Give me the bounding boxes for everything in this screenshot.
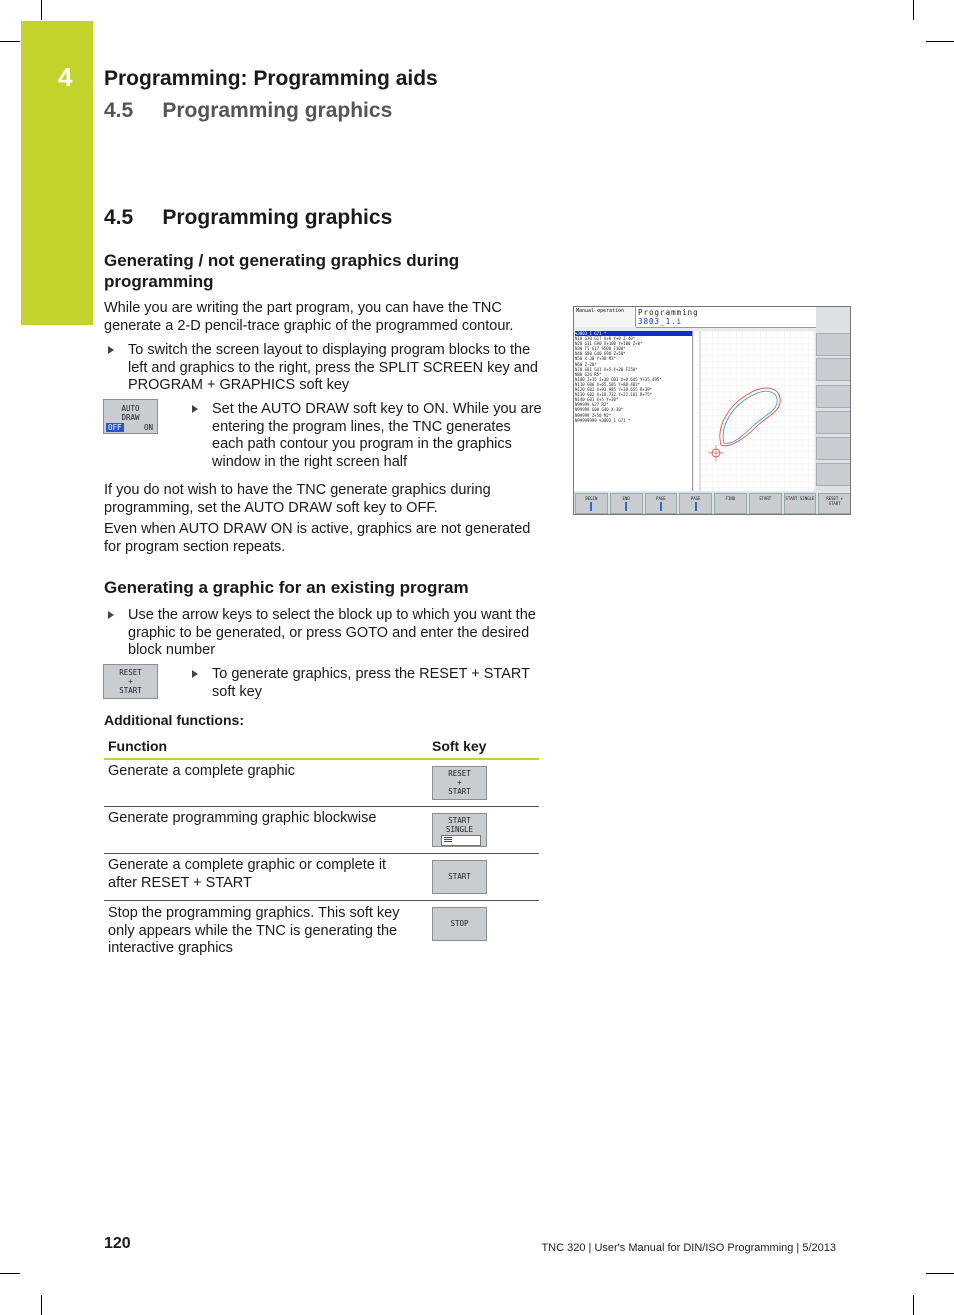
table-header-function: Function (108, 738, 168, 754)
table-header-rule (104, 758, 539, 760)
program-line: N99999999 %3803_1 G71 * (575, 417, 631, 423)
program-name: 3803_1.i (638, 317, 683, 326)
paragraph: If you do not wish to have the TNC generate graphics during programming, set the AUTO DRAW soft key to OFF. (104, 482, 491, 516)
crop-mark (0, 41, 20, 42)
chapter-number: 4 (58, 62, 73, 92)
program-line: N20 G31 G90 X+100 Y+100 Z+0* (575, 341, 643, 347)
stop-softkey (432, 907, 487, 941)
intro-paragraph: While you are writing the part program, you can have the TNC generate a 2-D pencil-trace graphic of the programmed contour. (104, 300, 514, 334)
program-line: N99999 Z+50 M2* (575, 412, 612, 418)
additional-functions-label: Additional functions: (104, 712, 244, 728)
vertical-softkey (816, 358, 851, 381)
program-line: N110 G06 X+65.505 Y+80.402* (575, 381, 641, 387)
vertical-softkey (816, 437, 851, 460)
reset-start-softkey (103, 664, 158, 699)
softkey-label: START (448, 872, 471, 881)
bullet-arrow-icon (108, 346, 114, 354)
section-running-head: 4.5 Programming graphics (104, 99, 393, 122)
softkey-label: PAGE (656, 496, 666, 501)
table-cell-function: Stop the programming graphics. This soft key only appears while the TNC is generating the interactive graphics (108, 905, 400, 956)
softkey-label: PAGE (690, 496, 701, 501)
crop-mark (41, 0, 42, 20)
toggle-on-label: ON (143, 423, 153, 432)
contour-graphic (694, 331, 814, 491)
table-row-rule (104, 853, 539, 854)
subsection-title: Generating / not generating graphics during programming (104, 251, 460, 291)
start-softkey (432, 860, 487, 894)
grid (700, 331, 814, 491)
single-step-icon (441, 835, 481, 846)
program-line: N99999 G27 R2* (575, 402, 609, 408)
softkey-label: START (759, 496, 772, 501)
bottom-softkey (714, 493, 747, 514)
crop-mark (926, 1273, 954, 1274)
bottom-softkey (610, 493, 643, 514)
softkey-label: END (622, 496, 630, 501)
table-cell-function: Generate a complete graphic or complete it after RESET + START (108, 857, 387, 891)
section-title: 4.5 Programming graphics (104, 206, 393, 229)
vertical-softkey (816, 333, 851, 356)
arrow-down-icon (625, 502, 627, 511)
softkey-label: START SINGLE (785, 496, 815, 501)
table-row-rule (104, 806, 539, 807)
softkey-label: FIND (725, 496, 736, 501)
program-line: N130 G02 X+18.732 Y+21.101 R+75* (575, 392, 653, 398)
bottom-softkey (679, 493, 712, 514)
softkey-label: RESET (119, 668, 142, 677)
softkey-label: DRAW (121, 413, 140, 422)
softkey-label: AUTO (121, 404, 140, 413)
softkey-label: SINGLE (445, 825, 474, 834)
bullet-arrow-icon (108, 611, 114, 619)
step-text: Use the arrow keys to select the block up to which you want the graphic to be generated, or press GOTO and enter the desired block number (128, 607, 536, 658)
crop-mark (926, 41, 954, 42)
subsection-title: Generating a graphic for an existing program (104, 578, 469, 597)
softkey-label: + (128, 677, 133, 686)
program-line: N140 G01 X+5 Y+30* (575, 397, 619, 403)
auto-draw-softkey (103, 399, 158, 434)
footer-text: TNC 320 | User's Manual for DIN/ISO Programming | 5/2013 (541, 1242, 836, 1254)
table-cell-function: Generate programming graphic blockwise (108, 810, 377, 826)
program-line: N100 I+15 J+30 G03 X+8.645 Y+35.495* (575, 376, 662, 382)
crop-mark (0, 1273, 20, 1274)
table-header-softkey: Soft key (432, 738, 487, 754)
table-cell-function: Generate a complete graphic (108, 763, 295, 779)
page-number: 120 (104, 1235, 131, 1252)
bottom-softkey (818, 493, 851, 514)
screen-title: Programming (638, 308, 699, 317)
program-line: %3803_1 G71 * (575, 331, 692, 336)
vertical-softkey-bar (816, 307, 851, 491)
crop-mark (913, 1295, 914, 1315)
bottom-softkey (784, 493, 817, 514)
chapter-title: Programming: Programming aids (104, 67, 438, 90)
crop-mark (913, 0, 914, 20)
program-line: N70 G01 G41 X+5 Y+20 F250* (575, 366, 638, 372)
toggle-off-label: OFF (108, 423, 122, 432)
bottom-softkey (645, 493, 678, 514)
vertical-softkey (816, 411, 851, 434)
arrow-down-icon (695, 502, 697, 511)
crop-mark (41, 1295, 42, 1315)
start-single-softkey (432, 813, 487, 847)
bottom-softkey (575, 493, 608, 514)
program-line: N50 X-30 Y+30 M3* (575, 356, 616, 362)
step-text: To switch the screen layout to displaying program blocks to the left and graphics to the right, press the SPLIT SCREEN key and PROGRAM + GRAPHICS soft key (128, 342, 538, 393)
arrow-up-icon (590, 502, 592, 511)
vertical-softkey (816, 385, 851, 408)
step-text: Set the AUTO DRAW soft key to ON. While you are entering the program lines, the TNC generates each path contour you program in the graphics window in the right screen half (212, 401, 542, 470)
softkey-label: RESET + START (826, 496, 844, 506)
step-text: To generate graphics, press the RESET + START soft key (212, 666, 530, 700)
program-line: N80 G26 R5* (575, 371, 602, 377)
mode-label: Manual operation (574, 307, 636, 327)
bottom-softkey-bar (574, 492, 851, 515)
graphics-window (694, 331, 814, 491)
softkey-label: BEGIN (585, 496, 598, 501)
arrow-up-icon (660, 502, 662, 511)
chapter-tab (21, 21, 93, 325)
table-row-rule (104, 900, 539, 901)
paragraph: Even when AUTO DRAW ON is active, graphics are not generated for program section repeats. (104, 521, 531, 555)
title-bar (636, 307, 816, 328)
softkey-label: + (457, 778, 462, 787)
softkey-label: START (119, 686, 142, 695)
program-line: N30 T5 G17 S500 F100* (575, 346, 626, 352)
bottom-softkey (749, 493, 782, 514)
program-line: N99999 G00 G40 X-30* (575, 407, 624, 413)
program-listing (574, 331, 693, 491)
program-line: N60 Z-20* (575, 361, 597, 367)
program-line: N40 G00 G40 G90 Z+50* (575, 351, 626, 357)
softkey-label: START (448, 787, 471, 796)
bullet-arrow-icon (192, 670, 198, 678)
softkey-label: START (448, 816, 471, 825)
bullet-arrow-icon (192, 405, 198, 413)
tnc-screenshot (573, 306, 851, 515)
reset-start-softkey (432, 766, 487, 800)
vertical-softkey (816, 463, 851, 486)
program-line: N10 G30 G17 X+0 Y+0 Z-40* (575, 336, 636, 342)
softkey-label: STOP (450, 919, 469, 928)
program-line: N120 G02 X+93.985 Y+38.655 R+39* (575, 387, 653, 393)
softkey-label: RESET (448, 769, 471, 778)
